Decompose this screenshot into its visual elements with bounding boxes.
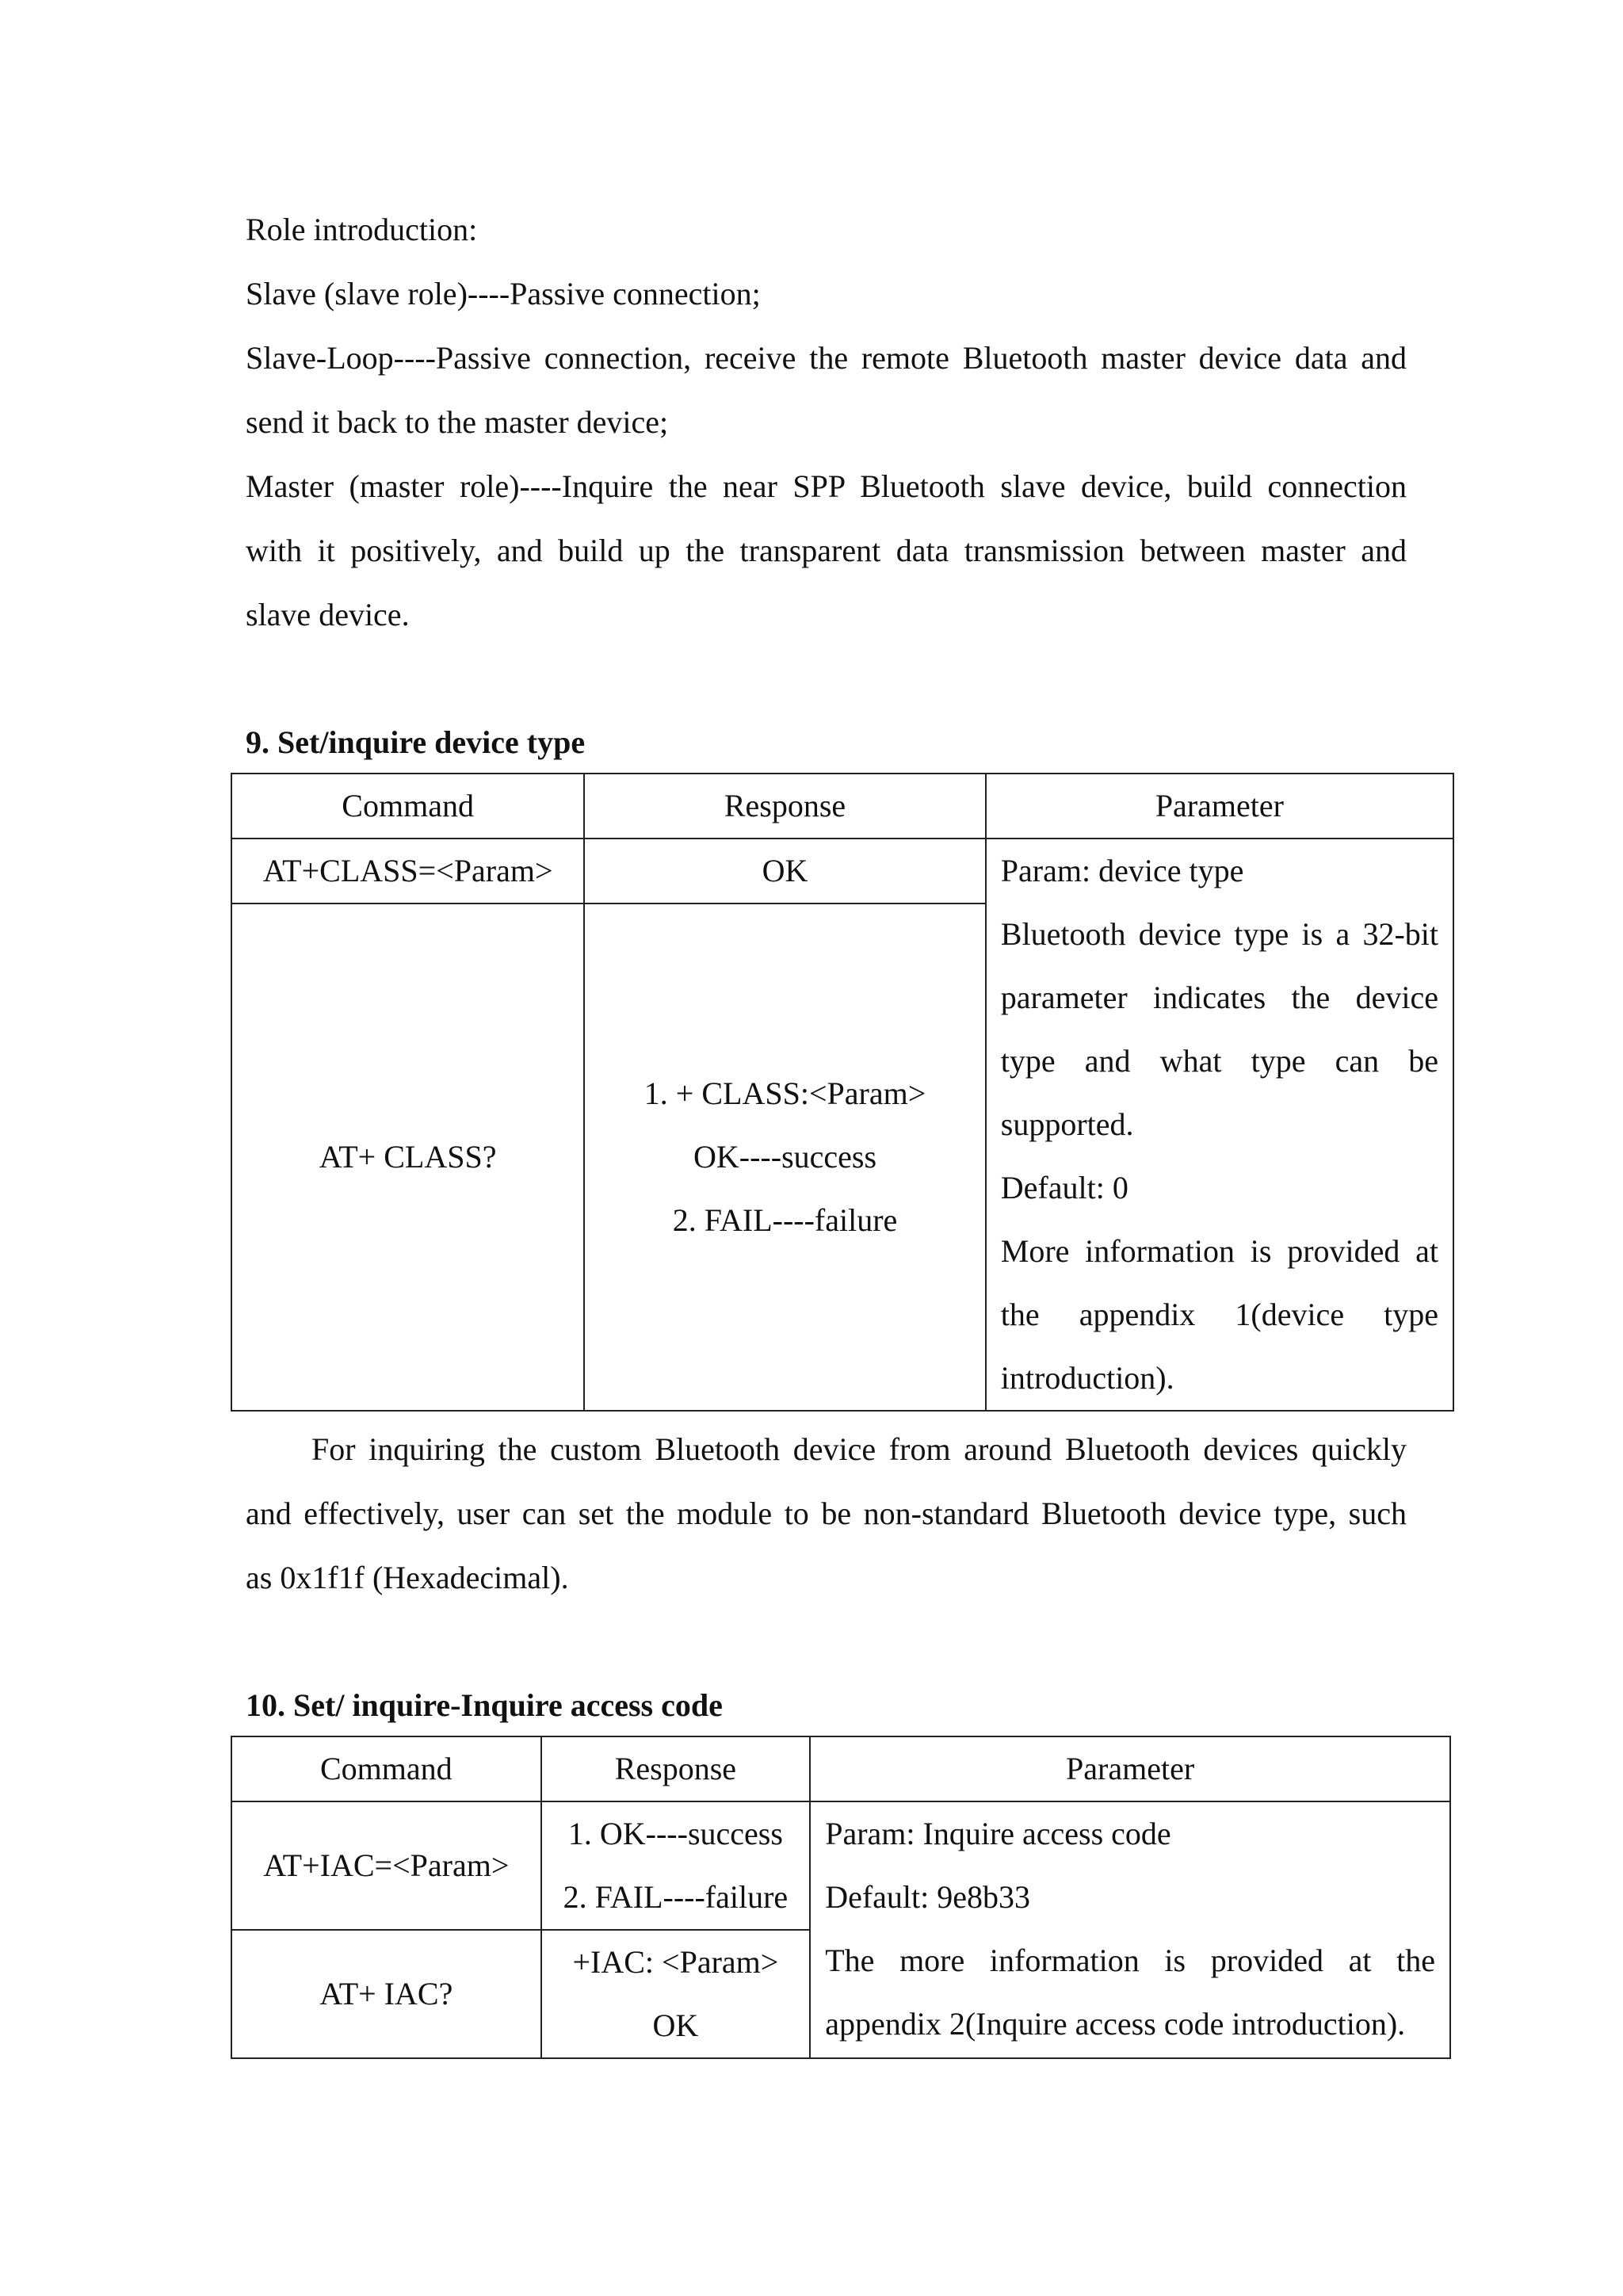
response-cell bbox=[541, 1801, 811, 1930]
device-type-table bbox=[231, 773, 1454, 1412]
header-command: Command bbox=[231, 774, 584, 839]
parameter-cell bbox=[986, 839, 1453, 1411]
table-row bbox=[231, 1801, 1450, 1930]
response-cell: OK bbox=[584, 839, 986, 904]
parameter-line: introduction). bbox=[1000, 1360, 1174, 1396]
parameter-line: parameter indicates the device bbox=[1000, 980, 1438, 1015]
intro-line: send it back to the master device; bbox=[246, 404, 669, 440]
parameter-line: More information is provided at bbox=[1000, 1233, 1438, 1269]
intro-line: Role introduction: bbox=[246, 212, 478, 247]
table-row bbox=[231, 839, 1453, 904]
response-cell bbox=[584, 904, 986, 1411]
response-line: OK bbox=[652, 2008, 699, 2043]
table-header-row bbox=[231, 774, 1453, 839]
note-line: For inquiring the custom Bluetooth device from around Bluetooth devices quickly bbox=[311, 1431, 1407, 1467]
parameter-line: Param: Inquire access code bbox=[825, 1816, 1171, 1851]
command-cell: AT+ CLASS? bbox=[231, 904, 584, 1411]
parameter-line: Default: 9e8b33 bbox=[825, 1879, 1031, 1915]
response-line: 2. FAIL----failure bbox=[672, 1202, 898, 1238]
header-response: Response bbox=[541, 1736, 811, 1801]
header-parameter: Parameter bbox=[986, 774, 1453, 839]
intro-line: slave device. bbox=[246, 597, 410, 632]
note-line: and effectively, user can set the module to be non-standard Bluetooth device type, such bbox=[246, 1496, 1407, 1531]
response-cell bbox=[541, 1930, 811, 2058]
intro-line: Slave-Loop----Passive connection, receive the remote Bluetooth master device data and bbox=[246, 340, 1407, 376]
parameter-line: The more information is provided at the bbox=[825, 1943, 1435, 1978]
parameter-line: appendix 2(Inquire access code introduction). bbox=[825, 2006, 1406, 2042]
note-line: as 0x1f1f (Hexadecimal). bbox=[246, 1560, 569, 1595]
access-code-table bbox=[231, 1736, 1451, 2059]
intro-line: Master (master role)----Inquire the near SPP Bluetooth slave device, build connection bbox=[246, 468, 1407, 504]
command-cell: AT+ IAC? bbox=[231, 1930, 541, 2058]
parameter-line: Bluetooth device type is a 32-bit bbox=[1000, 916, 1438, 952]
response-line: 2. FAIL----failure bbox=[563, 1879, 789, 1915]
header-command: Command bbox=[231, 1736, 541, 1801]
parameter-line: Default: 0 bbox=[1000, 1170, 1128, 1205]
header-response: Response bbox=[584, 774, 986, 839]
intro-line: with it positively, and build up the transparent data transmission between master and bbox=[246, 533, 1407, 568]
parameter-line: supported. bbox=[1000, 1106, 1134, 1142]
command-cell: AT+IAC=<Param> bbox=[231, 1801, 541, 1930]
response-line: OK----success bbox=[693, 1139, 877, 1175]
response-line: 1. OK----success bbox=[567, 1816, 783, 1851]
command-cell: AT+CLASS=<Param> bbox=[231, 839, 584, 904]
parameter-line: type and what type can be bbox=[1000, 1043, 1438, 1079]
intro-line: Slave (slave role)----Passive connection; bbox=[246, 276, 761, 311]
parameter-cell bbox=[810, 1801, 1450, 2058]
parameter-line: Param: device type bbox=[1000, 853, 1244, 888]
table-header-row bbox=[231, 1736, 1450, 1801]
section-9-heading: 9. Set/inquire device type bbox=[246, 724, 586, 760]
parameter-line: the appendix 1(device type bbox=[1000, 1297, 1438, 1332]
response-line: +IAC: <Param> bbox=[572, 1944, 779, 1980]
section-10-heading: 10. Set/ inquire-Inquire access code bbox=[246, 1687, 723, 1723]
header-parameter: Parameter bbox=[810, 1736, 1450, 1801]
response-line: 1. + CLASS:<Param> bbox=[643, 1075, 926, 1111]
